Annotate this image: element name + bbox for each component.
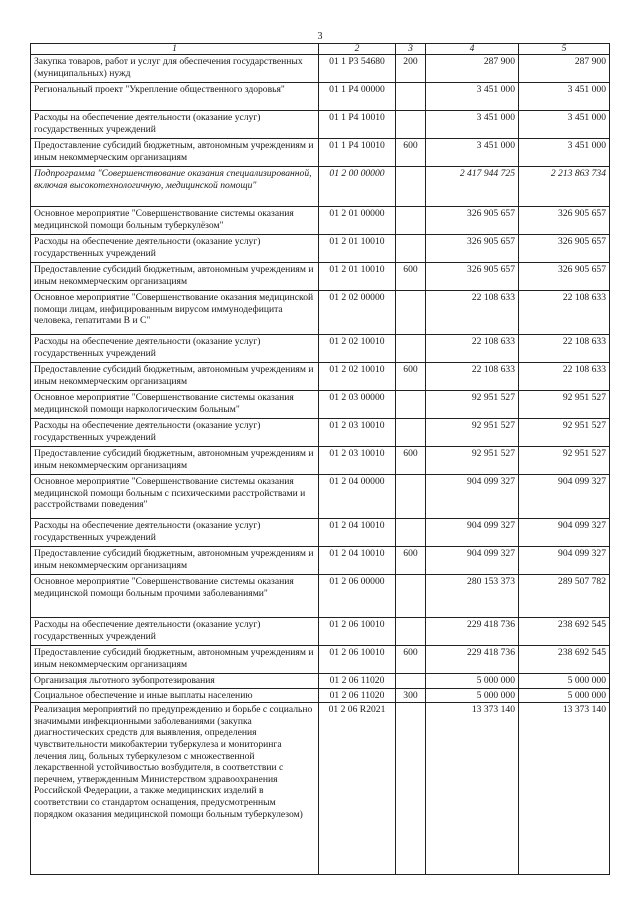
table-row xyxy=(31,55,610,83)
row-amount-cell: 238 692 545 xyxy=(519,618,610,646)
row-amount-cell: 280 153 373 xyxy=(426,575,519,618)
row-amount-cell: 3 451 000 xyxy=(426,83,519,111)
row-code-cell: 01 1 P3 54680 xyxy=(319,55,396,83)
row-expense-type-cell xyxy=(396,111,426,139)
row-amount-cell: 92 951 527 xyxy=(426,419,519,447)
table-row xyxy=(31,475,610,519)
table-row xyxy=(31,83,610,111)
row-amount-cell: 904 099 327 xyxy=(426,475,519,519)
row-amount-cell: 326 905 657 xyxy=(519,207,610,235)
row-amount-cell: 22 108 633 xyxy=(426,291,519,335)
table-row xyxy=(31,235,610,263)
row-amount-cell: 287 900 xyxy=(519,55,610,83)
row-amount-cell: 326 905 657 xyxy=(519,235,610,263)
row-amount-cell: 5 000 000 xyxy=(519,688,610,703)
row-code-cell: 01 2 01 10010 xyxy=(319,235,396,263)
row-amount-cell: 326 905 657 xyxy=(426,263,519,291)
row-amount-cell: 3 451 000 xyxy=(426,111,519,139)
column-number: 3 xyxy=(396,44,426,55)
table-row xyxy=(31,263,610,291)
row-amount-cell: 904 099 327 xyxy=(519,519,610,547)
table-row xyxy=(31,419,610,447)
row-code-cell: 01 2 06 10010 xyxy=(319,646,396,674)
row-amount-cell: 229 418 736 xyxy=(426,646,519,674)
row-expense-type-cell: 200 xyxy=(396,55,426,83)
table-row xyxy=(31,291,610,335)
row-amount-cell: 229 418 736 xyxy=(426,618,519,646)
row-amount-cell: 904 099 327 xyxy=(519,547,610,575)
row-name-cell: Реализация мероприятий по предупреждению и борьбе с социально значимыми инфекционными заболеваниями (закупка диагностических средств для выявления, определения чувствительности микобактерии туберкулеза и мониторинга лечения лиц, больных туберкулезом с множественной лекарственной устойчивостью возбудителя, в соответствии с перечнем, утвержденным Министерством здравоохранения Российской Федерации, а также медицинских изделий в соответствии со стандартом оснащения, предусмотренным порядком оказания медицинской помощи больным туберкулезом) xyxy=(31,703,319,875)
row-expense-type-cell xyxy=(396,575,426,618)
row-name-cell: Расходы на обеспечение деятельности (оказание услуг) государственных учреждений xyxy=(31,235,319,263)
row-code-cell: 01 1 P4 10010 xyxy=(319,139,396,167)
row-expense-type-cell: 300 xyxy=(396,688,426,703)
row-expense-type-cell xyxy=(396,291,426,335)
row-expense-type-cell xyxy=(396,83,426,111)
row-code-cell: 01 2 06 11020 xyxy=(319,688,396,703)
row-code-cell: 01 2 06 00000 xyxy=(319,575,396,618)
row-name-cell: Расходы на обеспечение деятельности (оказание услуг) государственных учреждений xyxy=(31,335,319,363)
table-row xyxy=(31,335,610,363)
table-row xyxy=(31,391,610,419)
table-row xyxy=(31,111,610,139)
row-name-cell: Расходы на обеспечение деятельности (оказание услуг) государственных учреждений xyxy=(31,618,319,646)
table-row xyxy=(31,547,610,575)
row-expense-type-cell xyxy=(396,335,426,363)
row-amount-cell: 2 213 863 734 xyxy=(519,167,610,207)
row-amount-cell: 904 099 327 xyxy=(426,547,519,575)
table-row xyxy=(31,575,610,618)
row-name-cell: Расходы на обеспечение деятельности (оказание услуг) государственных учреждений xyxy=(31,519,319,547)
row-name-cell: Подпрограмма "Совершенствование оказания специализированной, включая высокотехнологичную, медицинской помощи" xyxy=(31,167,319,207)
row-amount-cell: 13 373 140 xyxy=(426,703,519,875)
row-name-cell: Предоставление субсидий бюджетным, автономным учреждениям и иным некоммерческим организациям xyxy=(31,139,319,167)
column-number-row xyxy=(31,44,610,55)
row-amount-cell: 238 692 545 xyxy=(519,646,610,674)
row-expense-type-cell xyxy=(396,519,426,547)
row-code-cell: 01 2 03 10010 xyxy=(319,447,396,475)
row-amount-cell: 289 507 782 xyxy=(519,575,610,618)
row-expense-type-cell: 600 xyxy=(396,263,426,291)
row-name-cell: Основное мероприятие "Совершенствование системы оказания медицинской помощи больным туберкулёзом" xyxy=(31,207,319,235)
table-row xyxy=(31,646,610,674)
row-code-cell: 01 2 00 00000 xyxy=(319,167,396,207)
row-amount-cell: 22 108 633 xyxy=(519,363,610,391)
row-code-cell: 01 2 01 10010 xyxy=(319,263,396,291)
row-name-cell: Социальное обеспечение и иные выплаты населению xyxy=(31,688,319,703)
row-amount-cell: 904 099 327 xyxy=(426,519,519,547)
column-number: 5 xyxy=(519,44,610,55)
row-amount-cell: 22 108 633 xyxy=(519,291,610,335)
row-name-cell: Предоставление субсидий бюджетным, автономным учреждениям и иным некоммерческим организациям xyxy=(31,547,319,575)
row-code-cell: 01 2 03 10010 xyxy=(319,419,396,447)
row-code-cell: 01 2 04 10010 xyxy=(319,519,396,547)
row-name-cell: Региональный проект "Укрепление общественного здоровья" xyxy=(31,83,319,111)
row-amount-cell: 5 000 000 xyxy=(519,674,610,689)
budget-table xyxy=(30,43,610,875)
column-number: 4 xyxy=(426,44,519,55)
row-amount-cell: 326 905 657 xyxy=(519,263,610,291)
row-name-cell: Предоставление субсидий бюджетным, автономным учреждениям и иным некоммерческим организациям xyxy=(31,447,319,475)
row-code-cell: 01 2 02 00000 xyxy=(319,291,396,335)
row-amount-cell: 326 905 657 xyxy=(426,207,519,235)
row-expense-type-cell xyxy=(396,391,426,419)
row-name-cell: Основное мероприятие "Совершенствование системы оказания медицинской помощи больным прочими заболеваниями" xyxy=(31,575,319,618)
table-row xyxy=(31,363,610,391)
row-code-cell: 01 2 06 10010 xyxy=(319,618,396,646)
row-amount-cell: 22 108 633 xyxy=(519,335,610,363)
row-amount-cell: 3 451 000 xyxy=(426,139,519,167)
row-expense-type-cell xyxy=(396,207,426,235)
row-expense-type-cell xyxy=(396,235,426,263)
row-amount-cell: 92 951 527 xyxy=(519,391,610,419)
row-expense-type-cell xyxy=(396,475,426,519)
table-row xyxy=(31,688,610,703)
row-code-cell: 01 2 06 R2021 xyxy=(319,703,396,875)
column-number: 2 xyxy=(319,44,396,55)
row-expense-type-cell: 600 xyxy=(396,139,426,167)
row-amount-cell: 326 905 657 xyxy=(426,235,519,263)
row-code-cell: 01 2 04 10010 xyxy=(319,547,396,575)
row-amount-cell: 904 099 327 xyxy=(519,475,610,519)
row-code-cell: 01 1 P4 00000 xyxy=(319,83,396,111)
row-expense-type-cell xyxy=(396,703,426,875)
row-amount-cell: 2 417 944 725 xyxy=(426,167,519,207)
table-row xyxy=(31,703,610,875)
row-amount-cell: 92 951 527 xyxy=(519,419,610,447)
row-code-cell: 01 2 06 11020 xyxy=(319,674,396,689)
row-amount-cell: 5 000 000 xyxy=(426,674,519,689)
row-amount-cell: 5 000 000 xyxy=(426,688,519,703)
table-row xyxy=(31,167,610,207)
row-code-cell: 01 1 P4 10010 xyxy=(319,111,396,139)
table-row xyxy=(31,207,610,235)
column-number: 1 xyxy=(31,44,319,55)
row-name-cell: Предоставление субсидий бюджетным, автономным учреждениям и иным некоммерческим организациям xyxy=(31,646,319,674)
row-name-cell: Предоставление субсидий бюджетным, автономным учреждениям и иным некоммерческим организациям xyxy=(31,363,319,391)
row-code-cell: 01 2 02 10010 xyxy=(319,335,396,363)
row-expense-type-cell: 600 xyxy=(396,447,426,475)
row-amount-cell: 287 900 xyxy=(426,55,519,83)
row-expense-type-cell: 600 xyxy=(396,646,426,674)
table-row xyxy=(31,674,610,689)
row-code-cell: 01 2 01 00000 xyxy=(319,207,396,235)
row-code-cell: 01 2 02 10010 xyxy=(319,363,396,391)
row-name-cell: Предоставление субсидий бюджетным, автономным учреждениям и иным некоммерческим организациям xyxy=(31,263,319,291)
table-row xyxy=(31,618,610,646)
row-expense-type-cell xyxy=(396,419,426,447)
row-amount-cell: 22 108 633 xyxy=(426,363,519,391)
row-amount-cell: 3 451 000 xyxy=(519,139,610,167)
page-number: 3 xyxy=(317,31,323,42)
table-row xyxy=(31,519,610,547)
row-expense-type-cell: 600 xyxy=(396,547,426,575)
row-expense-type-cell xyxy=(396,674,426,689)
row-amount-cell: 3 451 000 xyxy=(519,111,610,139)
row-amount-cell: 92 951 527 xyxy=(426,447,519,475)
row-name-cell: Расходы на обеспечение деятельности (оказание услуг) государственных учреждений xyxy=(31,419,319,447)
row-amount-cell: 13 373 140 xyxy=(519,703,610,875)
row-expense-type-cell: 600 xyxy=(396,363,426,391)
row-name-cell: Основное мероприятие "Совершенствование системы оказания медицинской помощи наркологическим больным" xyxy=(31,391,319,419)
row-amount-cell: 92 951 527 xyxy=(426,391,519,419)
row-name-cell: Организация льготного зубопротезирования xyxy=(31,674,319,689)
table-row xyxy=(31,139,610,167)
row-amount-cell: 92 951 527 xyxy=(519,447,610,475)
row-name-cell: Основное мероприятие "Совершенствование системы оказания медицинской помощи больным с психическими расстройствами и расстройствами поведения" xyxy=(31,475,319,519)
row-amount-cell: 3 451 000 xyxy=(519,83,610,111)
row-expense-type-cell xyxy=(396,167,426,207)
row-expense-type-cell xyxy=(396,618,426,646)
row-amount-cell: 22 108 633 xyxy=(426,335,519,363)
row-name-cell: Закупка товаров, работ и услуг для обеспечения государственных (муниципальных) нужд xyxy=(31,55,319,83)
table-body xyxy=(31,55,610,875)
row-name-cell: Основное мероприятие "Совершенствование оказания медицинской помощи лицам, инфицированным вирусом иммунодефицита человека, гепатитами B и C" xyxy=(31,291,319,335)
table-row xyxy=(31,447,610,475)
row-code-cell: 01 2 03 00000 xyxy=(319,391,396,419)
row-code-cell: 01 2 04 00000 xyxy=(319,475,396,519)
row-name-cell: Расходы на обеспечение деятельности (оказание услуг) государственных учреждений xyxy=(31,111,319,139)
